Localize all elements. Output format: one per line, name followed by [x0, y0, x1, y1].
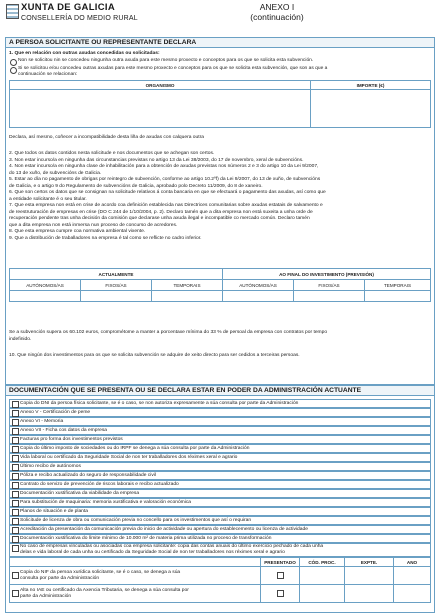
- col-autonomos-final: AUTÓNOMOS/AS: [223, 280, 294, 291]
- doc-checkbox[interactable]: [12, 401, 19, 408]
- doc-row: [9, 444, 431, 453]
- cod-proc-cell[interactable]: [300, 585, 345, 603]
- doc-checkbox[interactable]: [12, 536, 19, 543]
- employees-cell[interactable]: [223, 291, 294, 302]
- declaration-item: 6. Que son certos os datos que se consignan na solicitude relativos á conta bancaria en que se efectuará o pagamento das axudas, así como que: [9, 190, 326, 195]
- consult-row-iae: [10, 585, 261, 603]
- employees-cell[interactable]: [365, 291, 431, 302]
- staff-commitment-line1: Se a subvención supera os 60.102 euros, comprométome a manter a porcentaxe mínima do 33 % de persoal da empresa con contratos por tempo: [9, 330, 328, 335]
- declaration-item: 2. Que todos os datos contidos nesta solicitude e nos documentos que se achegan son certos.: [9, 151, 215, 156]
- option-other-aid-line2: continuación se relacionan:: [18, 72, 78, 77]
- consult-row-nif: [10, 567, 261, 585]
- declaration-item: 8. Que esta empresa cumpre coa normativa ambiental vixente.: [9, 229, 146, 234]
- documentation-section: [5, 385, 435, 613]
- doc-checkbox[interactable]: [12, 437, 19, 444]
- declaration-item: 3. Non estar incurso/a en ningunha das circunstancias previstas no artigo 13 da Lei 38/2003, do 17 de novembro, xeral de subvencións.: [9, 157, 304, 163]
- expte-cell[interactable]: [345, 585, 394, 603]
- employees-cell[interactable]: [152, 291, 223, 302]
- doc-label: Anexo VII - Ficha cos datos da empresa: [20, 428, 107, 433]
- declaration-item-10: 10. Que ningún dos investimentos para os que se solicita subvención se adquire de xeito directo para ser cedidos a terceiras persoas.: [9, 353, 300, 358]
- doc-checkbox[interactable]: [12, 491, 19, 498]
- annex-subtitle: (continuación): [250, 12, 304, 22]
- declaration-item: do 13 de xuño, de subvencións de Galicia.: [9, 170, 102, 176]
- col-temporais-final: TEMPORAIS: [365, 280, 431, 291]
- declaration-item: 4. Non estar incurso/a en ningunha clase de inhabilitación para a obtención de axudas previstas nos números 2 e 3 do artigo 10 da Lei 9/2007,: [9, 164, 319, 169]
- doc-label: Planos de situación e de planta: [20, 509, 88, 514]
- doc-row: [9, 417, 431, 426]
- doc-label: Facturas pro forma dos investimentos previstos: [20, 437, 123, 442]
- page-header: [6, 2, 433, 36]
- doc-row: [9, 462, 431, 471]
- organismo-cell[interactable]: [10, 90, 311, 128]
- doc-label: Copia do DNI da persoa física solicitante, se é o caso, se non autoriza expresamente a súa consulta por parte da Administración: [20, 401, 299, 406]
- employees-current-header: ACTUALMENTE: [10, 269, 223, 280]
- cod-proc-cell[interactable]: [300, 567, 345, 585]
- doc-label: Póliza e recibo actualizado do seguro de responsabilidade civil: [20, 473, 156, 478]
- doc-label: Vida laboral ou certificado da Seguridade Social de non ter traballadores dos réximes xeral e agrario: [20, 455, 238, 460]
- doc-row: [9, 534, 431, 543]
- doc-row: [9, 507, 431, 516]
- doc-row: [9, 426, 431, 435]
- doc-row: [9, 480, 431, 489]
- col-expte: EXPTE.: [345, 558, 394, 567]
- doc-row: [9, 471, 431, 480]
- declaration-item: 9. Que a distribución de traballadores na empresa é tal como se reflicte no cadro inferior.: [9, 235, 202, 241]
- annex-title: ANEXO I: [259, 2, 295, 12]
- doc-label: Último recibo de autónomos: [20, 464, 81, 469]
- declaration-item: 5. Estar ao día no pagamento de obrigas por reintegro de subvención, conforme ao artigo 10.2ºf) da Lei 9/2007, do 13 de xuño, de subvencións: [9, 177, 321, 182]
- doc-label-line1: No caso de empresas vinculadas ou asociadas coa empresa solicitante: copia das contas anuais do último exercicio pechado de cada unha: [20, 544, 324, 549]
- staff-commitment-line2: indefinido.: [9, 336, 32, 342]
- doc-checkbox[interactable]: [12, 500, 19, 507]
- declaration-item: de reestruturación de empresas en crise (DO C 244 de 1/10/2004, p. 2). Declaro tamén que a dita empresa non está suxeita a unha orde de: [9, 209, 313, 215]
- consult-row-iae-line2: parte da Administración: [20, 593, 72, 599]
- doc-label: Acreditación da presentación da comunicación previa do inicio de actividade ou apertura do establecemento ou licenza de actividade: [20, 527, 308, 532]
- consult-row-iae-line1: Alta no IAE ou certificado da Axencia Tributaria, se denega a súa consulta por: [20, 587, 189, 593]
- doc-checkbox[interactable]: [12, 482, 19, 489]
- doc-row: [9, 498, 431, 507]
- presentado-cell[interactable]: [261, 567, 300, 585]
- doc-checkbox[interactable]: [12, 428, 19, 435]
- declaration-item: recuperación pendente tras unha decisión da comisión que declarase unha axuda ilegal e incompatible co mercado común. Declaro tamén: [9, 216, 310, 221]
- employees-cell[interactable]: [10, 291, 81, 302]
- consult-row-nif-line1: Copia do NIF da persoa xurídica solicitante, se é o caso, se denega a súa: [20, 569, 181, 575]
- doc-checkbox[interactable]: [12, 464, 19, 471]
- doc-row: [9, 525, 431, 534]
- presentado-cell[interactable]: [261, 585, 300, 603]
- department-name: CONSELLERÍA DO MEDIO RURAL: [21, 15, 138, 22]
- doc-checkbox[interactable]: [12, 509, 19, 516]
- doc-row: [9, 435, 431, 444]
- consult-row-nif-line2: consulta por parte da Administración: [20, 575, 100, 581]
- employees-final-header: AO FINAL DO INVESTIMENTO (PREVISIÓN): [223, 269, 431, 280]
- col-cod-proc: CÓD. PROC.: [300, 558, 345, 567]
- declaration-item: a entidade solicitante é o seu titular.: [9, 196, 87, 202]
- doc-row: [9, 489, 431, 498]
- doc-label: Copia do último imposto de sociedades ou do IRPF se denega a súa consulta por parte da Administración: [20, 446, 250, 451]
- col-importe: IMPORTE (€): [311, 81, 431, 90]
- documentation-section-title: DOCUMENTACIÓN QUE SE PRESENTA OU SE DECLARA ESTAR EN PODER DA ADMINISTRACIÓN ACTUANTE: [6, 386, 434, 396]
- employees-cell[interactable]: [81, 291, 152, 302]
- doc-checkbox[interactable]: [12, 545, 19, 552]
- option-no-other-aid: Non se solicitou nin se concedeu ningunha outra axuda para este mesmo proxecto e conceptos para os que se solicita esta subvención.: [18, 58, 314, 63]
- doc-row: [9, 516, 431, 525]
- doc-label: Documentación xustificativa do límite mínimo de 10.000 m² de materia prima utilizada no proceso de transformación: [20, 536, 272, 541]
- doc-label: Solicitude de licenza de obra ou comunicación previa no concello para os investimentos que así o requiran: [20, 518, 252, 523]
- brand-name: XUNTA DE GALICIA: [21, 2, 115, 13]
- doc-checkbox[interactable]: [12, 455, 19, 462]
- col-fixos: FIXOS/AS: [81, 280, 152, 291]
- doc-checkbox[interactable]: [12, 473, 19, 480]
- doc-checkbox[interactable]: [12, 446, 19, 453]
- doc-checkbox[interactable]: [12, 590, 19, 597]
- presentado-checkbox[interactable]: [277, 590, 284, 597]
- doc-row: [9, 399, 431, 408]
- doc-checkbox[interactable]: [12, 527, 19, 534]
- consult-table: [9, 557, 431, 603]
- other-aid-table: [9, 80, 431, 128]
- declaration-section: [5, 37, 435, 385]
- presentado-checkbox[interactable]: [277, 572, 284, 579]
- col-temporais: TEMPORAIS: [152, 280, 223, 291]
- doc-row: [9, 453, 431, 462]
- doc-row-linked-companies: [9, 543, 431, 557]
- col-organismo: ORGANISMO: [10, 81, 311, 90]
- radio-other-aid[interactable]: [10, 67, 17, 74]
- doc-checkbox[interactable]: [12, 572, 19, 579]
- declaration-section-title: A PERSOA SOLICITANTE OU REPRESENTANTE DECLARA: [6, 38, 434, 48]
- ano-cell[interactable]: [394, 585, 431, 603]
- annex-label: [232, 2, 322, 22]
- doc-checkbox[interactable]: [12, 419, 19, 426]
- doc-label: Anexo V - Certificación de peme: [20, 410, 91, 415]
- doc-checkbox[interactable]: [12, 518, 19, 525]
- doc-label: Documentación xustificativa da viabilidade da empresa: [20, 491, 140, 496]
- doc-label: Contrato do servizo de prevención de riscos laborais e recibo actualizado: [20, 482, 179, 487]
- employees-cell[interactable]: [294, 291, 365, 302]
- doc-label: Anexo VI - Memoria: [20, 419, 64, 424]
- ano-cell[interactable]: [394, 567, 431, 585]
- doc-label-line2: delas e vida laboral de cada unha ou certificado da Seguridade Social de non ter traballadores nos réximes xeral e agrario: [20, 550, 285, 555]
- doc-checkbox[interactable]: [12, 410, 19, 417]
- declaration-item: 7. Que esta empresa non está en crise de acordo coa definición establecida nas Directrices comunitarias sobre axudas estatais de salvamento e: [9, 203, 323, 208]
- xunta-logo-icon: [6, 4, 19, 19]
- option-other-aid-line1: Si se solicitou e/ou concedeu outras axudas para este mesmo proxecto e conceptos para os que se solicita esta subvención, que son as que a: [18, 66, 328, 71]
- incompatibility-note: Declara, así mesmo, coñecer a incompatibilidade desta liña de axudas con calquera outra: [9, 135, 204, 140]
- declaration-item: que a dita empresa non está inmersa nun proceso de concurso de acredores.: [9, 222, 178, 228]
- importe-cell[interactable]: [311, 90, 431, 128]
- radio-no-other-aid[interactable]: [10, 59, 17, 66]
- col-autonomos: AUTÓNOMOS/AS: [10, 280, 81, 291]
- col-fixos-final: FIXOS/AS: [294, 280, 365, 291]
- col-ano: ANO: [394, 558, 431, 567]
- employees-table: [9, 268, 431, 302]
- expte-cell[interactable]: [345, 567, 394, 585]
- declaration-item: de Galicia, e o artigo 9 do Regulamento de subvencións de Galicia, aprobado polo Decreto 11/2009, do 8 de xaneiro.: [9, 183, 263, 189]
- doc-label: Para substitución de maquinaria: memoria xustificativa e valoración económica: [20, 500, 191, 505]
- doc-row: [9, 408, 431, 417]
- question-1: 1. Que en relación con outras axudas concedidas ou solicitadas:: [9, 51, 160, 56]
- col-presentado: PRESENTADO: [261, 558, 300, 567]
